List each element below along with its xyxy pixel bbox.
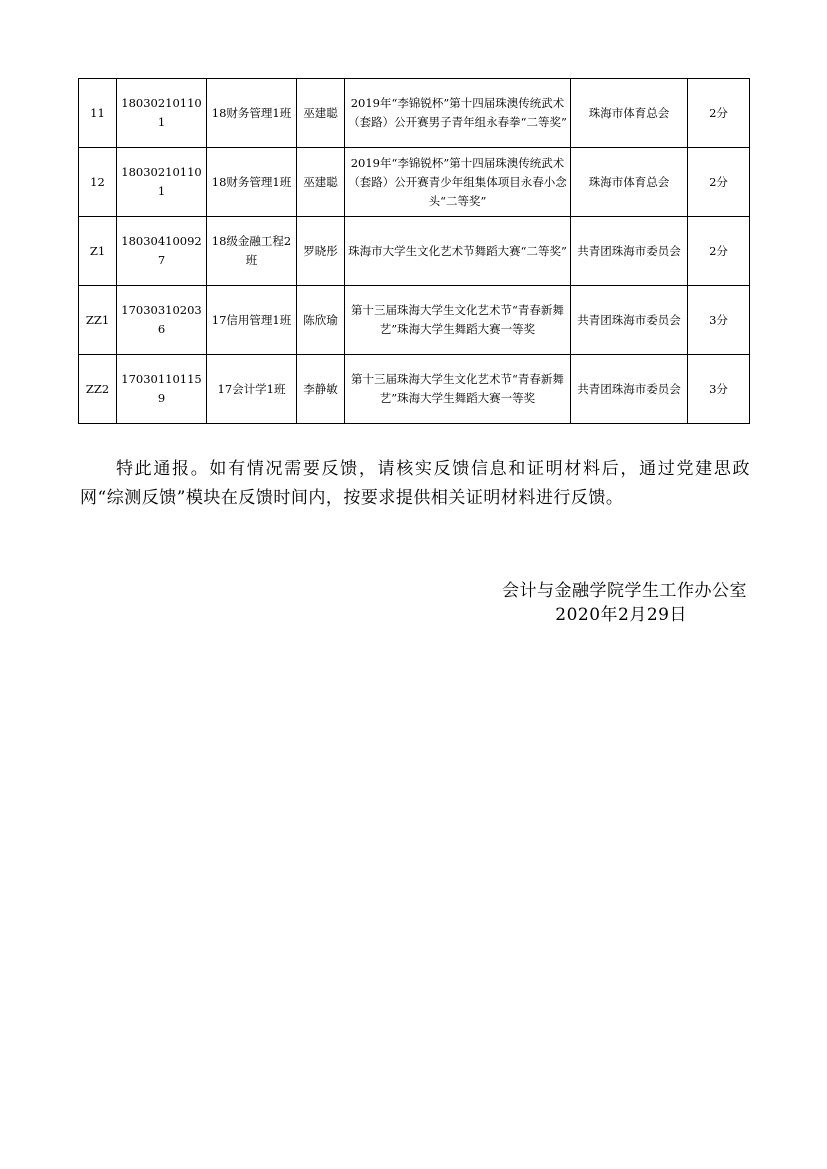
class-name: 18财务管理1班 <box>207 148 297 217</box>
class-name: 17会计学1班 <box>207 355 297 424</box>
points: 3分 <box>688 286 750 355</box>
class-name: 18级金融工程2班 <box>207 217 297 286</box>
class-name: 18财务管理1班 <box>207 79 297 148</box>
student-name: 陈欣瑜 <box>297 286 345 355</box>
issuing-organization: 珠海市体育总会 <box>571 79 688 148</box>
student-name: 李静敏 <box>297 355 345 424</box>
table-row <box>79 355 750 424</box>
award-description: 第十三届珠海大学生文化艺术节“青春新舞艺”珠海大学生舞蹈大赛一等奖 <box>345 355 571 424</box>
signature-date: 2020年2月29日 <box>555 605 687 625</box>
class-name: 17信用管理1班 <box>207 286 297 355</box>
points: 2分 <box>688 217 750 286</box>
table-row <box>79 286 750 355</box>
award-description: 2019年“李锦锐杯”第十四届珠澳传统武术（套路）公开赛青少年组集体项目永春小念头“二等奖” <box>345 148 571 217</box>
table-row <box>79 79 750 148</box>
student-name: 巫建聪 <box>297 148 345 217</box>
row-number: ZZ1 <box>79 286 117 355</box>
award-description: 珠海市大学生文化艺术节舞蹈大赛“二等奖” <box>345 217 571 286</box>
points: 2分 <box>688 79 750 148</box>
issuing-organization: 珠海市体育总会 <box>571 148 688 217</box>
points: 2分 <box>688 148 750 217</box>
award-description: 第十三届珠海大学生文化艺术节“青春新舞艺”珠海大学生舞蹈大赛一等奖 <box>345 286 571 355</box>
points: 3分 <box>688 355 750 424</box>
student-id: 170301101159 <box>117 355 207 424</box>
signature-office: 会计与金融学院学生工作办公室 <box>502 581 747 601</box>
student-id: 180302101101 <box>117 79 207 148</box>
row-number: 12 <box>79 148 117 217</box>
feedback-notice: 特此通报。如有情况需要反馈，请核实反馈信息和证明材料后，通过党建思政网“综测反馈”模块在反馈时间内，按要求提供相关证明材料进行反馈。 <box>80 459 750 508</box>
issuing-organization: 共青团珠海市委员会 <box>571 286 688 355</box>
student-name: 巫建聪 <box>297 79 345 148</box>
row-number: Z1 <box>79 217 117 286</box>
issuing-organization: 共青团珠海市委员会 <box>571 217 688 286</box>
row-number: 11 <box>79 79 117 148</box>
student-id: 180304100927 <box>117 217 207 286</box>
award-table <box>78 78 750 424</box>
row-number: ZZ2 <box>79 355 117 424</box>
issuing-organization: 共青团珠海市委员会 <box>571 355 688 424</box>
table-row <box>79 217 750 286</box>
award-description: 2019年“李锦锐杯”第十四届珠澳传统武术（套路）公开赛男子青年组永春拳“二等奖” <box>345 79 571 148</box>
student-id: 170303102036 <box>117 286 207 355</box>
student-name: 罗晓彤 <box>297 217 345 286</box>
table-row <box>79 148 750 217</box>
student-id: 180302101101 <box>117 148 207 217</box>
